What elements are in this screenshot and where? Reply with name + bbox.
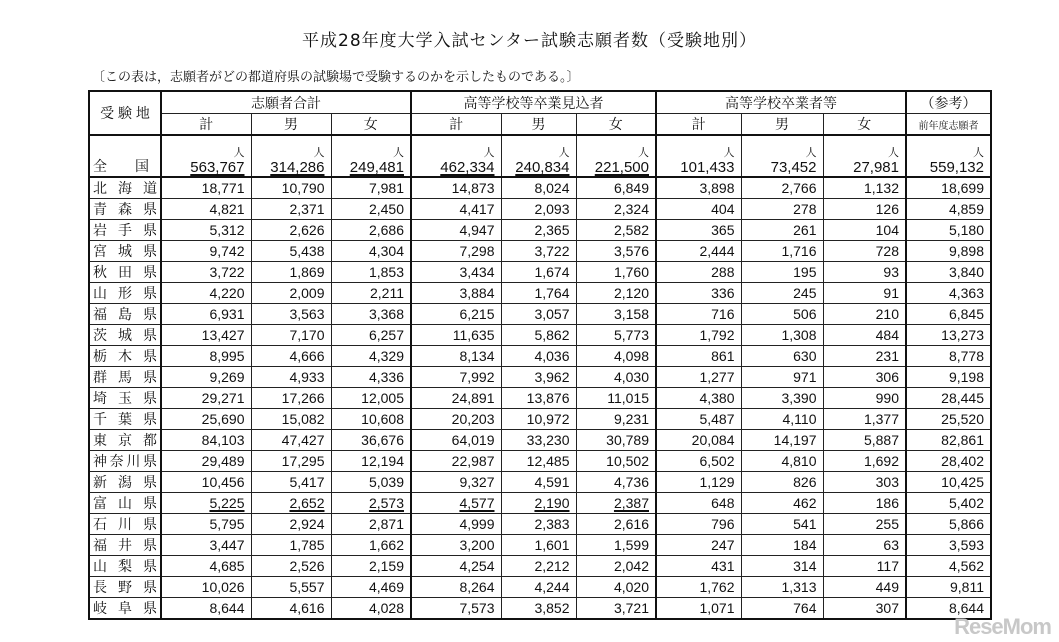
cell-value: 9,269: [209, 369, 245, 385]
cell-value: 648: [711, 495, 735, 511]
table-row: [89, 472, 991, 493]
prefecture-name: 北海道: [89, 177, 161, 199]
cell-value: 307: [875, 600, 899, 616]
cell-value: 12,005: [361, 390, 404, 406]
header-sub: 計: [656, 114, 741, 136]
cell-value: 5,438: [289, 243, 325, 259]
cell-value: 261: [793, 222, 817, 238]
cell-value: 101,433: [680, 159, 735, 176]
cell-value: 5,312: [209, 222, 245, 238]
applicants-table: [88, 90, 992, 620]
prefecture-name: 茨城県: [89, 325, 161, 346]
cell-value: 1,692: [863, 453, 899, 469]
table-row: [89, 598, 991, 620]
cell-value: 1,792: [699, 327, 735, 343]
header-sub: 男: [741, 114, 823, 136]
cell-value: 2,324: [613, 201, 649, 217]
cell-value: 4,562: [948, 558, 984, 574]
cell-value: 33,230: [526, 432, 570, 448]
prefecture-name: 群馬県: [89, 367, 161, 388]
table-row: [89, 177, 991, 199]
cell-value: 563,767: [190, 159, 245, 176]
cell-value: 82,861: [941, 432, 984, 448]
resemom-logo: ReseMom: [954, 614, 1051, 639]
cell-value: 1,129: [699, 474, 735, 490]
table-row: [89, 409, 991, 430]
cell-value: 3,852: [534, 600, 570, 616]
cell-value: 4,028: [368, 600, 404, 616]
table-row: [89, 577, 991, 598]
prefecture-name: 青森県: [89, 199, 161, 220]
cell-value: 4,469: [368, 579, 404, 595]
table-row: [89, 367, 991, 388]
table-row: [89, 430, 991, 451]
cell-value: 630: [793, 348, 817, 364]
cell-value: 8,644: [948, 600, 984, 616]
cell-value: 6,502: [699, 453, 735, 469]
header-sub: 前年度志願者: [906, 114, 991, 136]
table-row: [89, 556, 991, 577]
cell-value: 2,766: [781, 180, 817, 196]
cell-value: 5,402: [948, 495, 984, 511]
cell-value: 2,871: [368, 516, 404, 532]
cell-value: 4,036: [534, 348, 570, 364]
unit-label: 人: [393, 147, 404, 159]
cell-value: 9,198: [948, 369, 984, 385]
cell-value: 93: [883, 264, 899, 280]
cell-value: 240,834: [515, 159, 570, 176]
cell-value: 18,771: [201, 180, 245, 196]
cell-value: 3,390: [781, 390, 817, 406]
cell-value: 1,599: [613, 537, 649, 553]
cell-value: 18,699: [941, 180, 984, 196]
cell-value: 5,866: [948, 516, 984, 532]
header-group-total: 志願者合計: [161, 91, 411, 114]
cell-value: 3,840: [948, 264, 984, 280]
cell-value: 7,981: [368, 180, 404, 196]
cell-value: 3,434: [459, 264, 495, 280]
cell-value: 6,845: [948, 306, 984, 322]
table-row: [89, 325, 991, 346]
table-row: [89, 346, 991, 367]
cell-value: 4,336: [368, 369, 404, 385]
cell-value: 2,450: [368, 201, 404, 217]
cell-value: 13,876: [526, 390, 570, 406]
unit-label: 人: [805, 147, 817, 159]
cell-value: 2,009: [289, 285, 325, 301]
prefecture-name: 秋田県: [89, 262, 161, 283]
table-note: 〔この表は，志願者がどの都道府県の試験場で受験するのかを示したものである。〕: [92, 70, 580, 85]
cell-value: 5,417: [289, 474, 325, 490]
cell-value: 4,666: [289, 348, 325, 364]
cell-value: 4,363: [948, 285, 984, 301]
cell-value: 8,644: [209, 600, 245, 616]
cell-value: 3,200: [459, 537, 495, 553]
header-sub: 女: [823, 114, 906, 136]
cell-value: 5,862: [534, 327, 570, 343]
prefecture-name: 山梨県: [89, 556, 161, 577]
cell-value: 15,082: [281, 411, 325, 427]
cell-value: 506: [793, 306, 817, 322]
cell-value: 10,972: [526, 411, 570, 427]
cell-value: 288: [711, 264, 735, 280]
cell-value: 3,722: [534, 243, 570, 259]
cell-value: 559,132: [929, 159, 984, 176]
cell-value: 3,721: [613, 600, 649, 616]
cell-value: 91: [883, 285, 899, 301]
cell-value: 4,020: [613, 579, 649, 595]
cell-value: 11,015: [607, 390, 649, 406]
cell-value: 8,778: [948, 348, 984, 364]
prefecture-name: 福島県: [89, 304, 161, 325]
cell-value: 5,180: [948, 222, 984, 238]
cell-value: 17,266: [281, 390, 325, 406]
prefecture-name: 長野県: [89, 577, 161, 598]
cell-value: 1,674: [534, 264, 570, 280]
table-row: [89, 304, 991, 325]
cell-value: 4,859: [948, 201, 984, 217]
cell-value: 1,853: [368, 264, 404, 280]
unit-label: 人: [723, 147, 735, 159]
cell-value: 1,313: [781, 579, 817, 595]
cell-value: 126: [875, 201, 899, 217]
cell-value: 5,773: [613, 327, 649, 343]
table-row: [89, 514, 991, 535]
unit-label: 人: [973, 147, 984, 159]
cell-value: 28,445: [941, 390, 984, 406]
cell-value: 117: [876, 558, 899, 574]
cell-value: 22,987: [451, 453, 495, 469]
unit-label: 人: [558, 147, 570, 159]
prefecture-name: 山形県: [89, 283, 161, 304]
cell-value: 2,686: [368, 222, 404, 238]
cell-value: 14,873: [451, 180, 495, 196]
prefecture-name: 栃木県: [89, 346, 161, 367]
header-group-graduates: 高等学校卒業者等: [656, 91, 906, 114]
unit-label: 人: [638, 147, 649, 159]
cell-value: 462,334: [440, 159, 495, 176]
cell-value: 1,662: [368, 537, 404, 553]
prefecture-name: 岩手県: [89, 220, 161, 241]
cell-value: 336: [711, 285, 735, 301]
cell-value: 29,271: [201, 390, 245, 406]
cell-value: 14,197: [773, 432, 817, 448]
cell-value: 12,194: [361, 453, 404, 469]
cell-value: 2,652: [289, 495, 325, 511]
cell-value: 6,215: [459, 306, 495, 322]
cell-value: 9,811: [950, 579, 984, 595]
table-row: [89, 241, 991, 262]
cell-value: 10,502: [606, 453, 649, 469]
cell-value: 11,635: [452, 327, 495, 343]
prefecture-name: 岐阜県: [89, 598, 161, 620]
cell-value: 971: [793, 369, 817, 385]
cell-value: 1,377: [863, 411, 899, 427]
unit-label: 人: [313, 147, 325, 159]
prefecture-name: 千葉県: [89, 409, 161, 430]
cell-value: 186: [875, 495, 899, 511]
cell-value: 716: [711, 306, 735, 322]
cell-value: 7,298: [459, 243, 495, 259]
table-row: [89, 493, 991, 514]
cell-value: 17,295: [281, 453, 325, 469]
prefecture-name: 神奈川県: [89, 451, 161, 472]
header-sub: 計: [411, 114, 501, 136]
header-group-reference: （参考）: [906, 91, 991, 114]
cell-value: 3,563: [289, 306, 325, 322]
cell-value: 5,887: [863, 432, 899, 448]
table-row: [89, 283, 991, 304]
unit-label: 人: [233, 147, 245, 159]
cell-value: 4,933: [289, 369, 325, 385]
cell-value: 1,277: [699, 369, 735, 385]
cell-value: 5,225: [209, 495, 245, 511]
prefecture-name: 富山県: [89, 493, 161, 514]
cell-value: 4,304: [368, 243, 404, 259]
cell-value: 5,039: [368, 474, 404, 490]
table-row: [89, 451, 991, 472]
cell-value: 4,098: [613, 348, 649, 364]
cell-value: 306: [875, 369, 899, 385]
page-title: 平成28年度大学入試センター試験志願者数（受験地別）: [302, 31, 757, 51]
prefecture-name: 埼玉県: [89, 388, 161, 409]
cell-value: 2,924: [289, 516, 325, 532]
cell-value: 2,120: [613, 285, 649, 301]
header-sub: 計: [161, 114, 251, 136]
header-group-expected: 高等学校等卒業見込者: [411, 91, 656, 114]
cell-value: 404: [711, 201, 735, 217]
cell-value: 3,057: [534, 306, 570, 322]
prefecture-name: 新潟県: [89, 472, 161, 493]
cell-value: 10,790: [281, 180, 325, 196]
cell-value: 4,244: [534, 579, 570, 595]
cell-value: 8,134: [459, 348, 495, 364]
cell-value: 63: [883, 537, 899, 553]
cell-value: 10,425: [941, 474, 984, 490]
unit-label: 人: [483, 147, 495, 159]
header-sub: 女: [576, 114, 656, 136]
cell-value: 728: [875, 243, 899, 259]
cell-value: 1,601: [534, 537, 570, 553]
cell-value: 231: [875, 348, 899, 364]
cell-value: 2,371: [289, 201, 325, 217]
cell-value: 4,030: [613, 369, 649, 385]
table-row: [89, 220, 991, 241]
header-place: 受 験 地: [89, 91, 161, 135]
table-row: [89, 535, 991, 556]
cell-value: 764: [793, 600, 817, 616]
cell-value: 4,999: [459, 516, 495, 532]
cell-value: 249,481: [349, 159, 404, 176]
cell-value: 20,084: [691, 432, 735, 448]
prefecture-name: 全 国: [89, 135, 161, 177]
cell-value: 303: [875, 474, 899, 490]
cell-value: 3,898: [699, 180, 735, 196]
table-row: [89, 135, 991, 177]
table-row: [89, 262, 991, 283]
cell-value: 2,387: [613, 495, 649, 511]
cell-value: 210: [875, 306, 899, 322]
header-sub: 男: [501, 114, 576, 136]
cell-value: 10,608: [361, 411, 404, 427]
cell-value: 4,110: [782, 411, 817, 427]
cell-value: 484: [875, 327, 899, 343]
cell-value: 2,190: [534, 495, 570, 511]
cell-value: 3,722: [209, 264, 245, 280]
cell-value: 2,573: [368, 495, 404, 511]
cell-value: 5,795: [209, 516, 245, 532]
cell-value: 3,962: [534, 369, 570, 385]
cell-value: 7,573: [459, 600, 495, 616]
cell-value: 541: [793, 516, 817, 532]
cell-value: 1,764: [534, 285, 570, 301]
table-row: [89, 388, 991, 409]
cell-value: 27,981: [853, 159, 899, 176]
cell-value: 7,992: [459, 369, 495, 385]
cell-value: 2,526: [289, 558, 325, 574]
cell-value: 36,676: [361, 432, 404, 448]
cell-value: 4,577: [459, 495, 495, 511]
cell-value: 3,593: [948, 537, 984, 553]
cell-value: 796: [711, 516, 735, 532]
cell-value: 4,380: [699, 390, 735, 406]
cell-value: 20,203: [451, 411, 495, 427]
cell-value: 25,520: [941, 411, 984, 427]
cell-value: 2,093: [534, 201, 570, 217]
cell-value: 1,785: [289, 537, 325, 553]
unit-label: 人: [888, 147, 899, 159]
cell-value: 4,821: [209, 201, 245, 217]
cell-value: 5,557: [289, 579, 325, 595]
cell-value: 10,026: [201, 579, 245, 595]
cell-value: 314: [793, 558, 817, 574]
cell-value: 2,211: [370, 285, 404, 301]
cell-value: 990: [875, 390, 899, 406]
cell-value: 255: [875, 516, 899, 532]
cell-value: 1,071: [699, 600, 735, 616]
cell-value: 4,736: [613, 474, 649, 490]
cell-value: 2,444: [699, 243, 735, 259]
cell-value: 30,789: [606, 432, 649, 448]
cell-value: 245: [793, 285, 817, 301]
cell-value: 2,212: [534, 558, 570, 574]
cell-value: 4,417: [459, 201, 495, 217]
cell-value: 8,024: [534, 180, 570, 196]
cell-value: 3,368: [368, 306, 404, 322]
cell-value: 1,308: [781, 327, 817, 343]
cell-value: 3,884: [459, 285, 495, 301]
cell-value: 4,616: [289, 600, 325, 616]
cell-value: 9,898: [948, 243, 984, 259]
cell-value: 184: [793, 537, 817, 553]
cell-value: 1,869: [289, 264, 325, 280]
header-sub: 男: [251, 114, 331, 136]
cell-value: 8,264: [459, 579, 495, 595]
cell-value: 1,760: [613, 264, 649, 280]
cell-value: 13,427: [201, 327, 245, 343]
cell-value: 861: [711, 348, 735, 364]
cell-value: 2,042: [613, 558, 649, 574]
cell-value: 278: [793, 201, 817, 217]
cell-value: 3,158: [613, 306, 649, 322]
cell-value: 6,849: [613, 180, 649, 196]
cell-value: 449: [875, 579, 899, 595]
cell-value: 1,716: [781, 243, 817, 259]
cell-value: 4,254: [459, 558, 495, 574]
cell-value: 12,485: [526, 453, 570, 469]
cell-value: 2,626: [289, 222, 325, 238]
cell-value: 4,685: [209, 558, 245, 574]
cell-value: 9,742: [209, 243, 245, 259]
cell-value: 47,427: [281, 432, 325, 448]
cell-value: 84,103: [201, 432, 245, 448]
cell-value: 4,947: [459, 222, 495, 238]
cell-value: 6,931: [209, 306, 245, 322]
cell-value: 2,365: [534, 222, 570, 238]
prefecture-name: 宮城県: [89, 241, 161, 262]
cell-value: 314,286: [270, 159, 325, 176]
prefecture-name: 福井県: [89, 535, 161, 556]
cell-value: 104: [875, 222, 899, 238]
prefecture-name: 石川県: [89, 514, 161, 535]
cell-value: 3,447: [209, 537, 245, 553]
cell-value: 6,257: [368, 327, 404, 343]
cell-value: 2,616: [613, 516, 649, 532]
cell-value: 8,995: [209, 348, 245, 364]
cell-value: 9,231: [613, 411, 649, 427]
cell-value: 2,582: [613, 222, 649, 238]
cell-value: 4,329: [368, 348, 404, 364]
cell-value: 431: [711, 558, 735, 574]
cell-value: 9,327: [459, 474, 495, 490]
cell-value: 1,132: [863, 180, 899, 196]
cell-value: 221,500: [594, 159, 649, 176]
cell-value: 4,591: [534, 474, 570, 490]
cell-value: 25,690: [201, 411, 245, 427]
table-row: [89, 199, 991, 220]
cell-value: 462: [793, 495, 817, 511]
cell-value: 10,456: [201, 474, 245, 490]
cell-value: 4,220: [209, 285, 245, 301]
cell-value: 24,891: [451, 390, 495, 406]
cell-value: 2,383: [534, 516, 570, 532]
cell-value: 3,576: [613, 243, 649, 259]
cell-value: 73,452: [770, 159, 817, 176]
prefecture-name: 東京都: [89, 430, 161, 451]
cell-value: 5,487: [699, 411, 735, 427]
cell-value: 13,273: [941, 327, 984, 343]
header-sub: 女: [331, 114, 411, 136]
cell-value: 29,489: [201, 453, 245, 469]
cell-value: 826: [793, 474, 817, 490]
cell-value: 195: [793, 264, 817, 280]
cell-value: 4,810: [781, 453, 817, 469]
cell-value: 1,762: [699, 579, 735, 595]
cell-value: 247: [711, 537, 735, 553]
cell-value: 64,019: [451, 432, 495, 448]
cell-value: 2,159: [368, 558, 404, 574]
cell-value: 28,402: [941, 453, 984, 469]
cell-value: 7,170: [289, 327, 325, 343]
cell-value: 365: [711, 222, 735, 238]
